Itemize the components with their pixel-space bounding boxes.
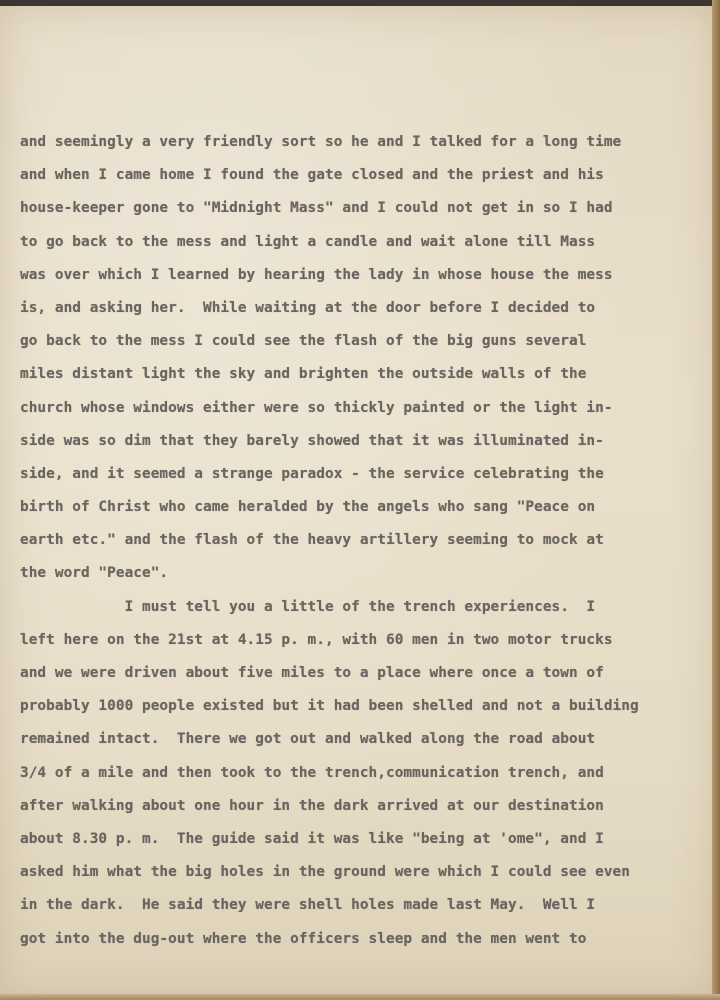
text-line: miles distant light the sky and brighten the outside walls of the	[20, 366, 587, 383]
text-line: and when I came home I found the gate closed and the priest and his	[20, 167, 604, 184]
text-line: is, and asking her. While waiting at the door before I decided to	[20, 299, 596, 316]
text-line: after walking about one hour in the dark arrived at our destination	[20, 797, 604, 814]
text-line: left here on the 21st at 4.15 p. m., with 60 men in two motor trucks	[20, 631, 613, 648]
text-line: remained intact. There we got out and walked along the road about	[20, 731, 596, 748]
text-line: and we were driven about five miles to a place where once a town of	[20, 665, 604, 681]
paper-edge-right	[712, 0, 720, 1000]
letter-body	[20, 126, 710, 956]
text-line: birth of Christ who came heralded by the angels who sang "Peace on	[20, 499, 596, 516]
text-line: got into the dug-out where the officers sleep and the men went to	[20, 930, 587, 947]
text-line: and seemingly a very friendly sort so he and I talked for a long time	[20, 134, 622, 150]
text-line: the word "Peace".	[20, 565, 169, 582]
text-line: asked him what the big holes in the ground were which I could see even	[20, 864, 630, 881]
text-line: church whose windows either were so thickly painted or the light in-	[20, 399, 613, 416]
text-line: earth etc." and the flash of the heavy artillery seeming to mock at	[20, 532, 604, 549]
text-line: go back to the mess I could see the flash of the big guns several	[20, 333, 587, 350]
paper-edge-bottom	[0, 994, 720, 1000]
text-line: side, and it seemed a strange paradox - the service celebrating the	[20, 465, 604, 482]
text-line: to go back to the mess and light a candle and wait alone till Mass	[20, 233, 596, 250]
text-line: was over which I learned by hearing the lady in whose house the mess	[20, 266, 613, 283]
typewritten-letter-page	[0, 6, 714, 1000]
paragraph-start-line: I must tell you a little of the trench experiences. I	[20, 598, 596, 615]
text-line: house-keeper gone to "Midnight Mass" and I could not get in so I had	[20, 200, 613, 217]
text-line: about 8.30 p. m. The guide said it was like "being at 'ome", and I	[20, 830, 604, 847]
text-line: side was so dim that they barely showed that it was illuminated in-	[20, 432, 604, 449]
text-line: probably 1000 people existed but it had been shelled and not a building	[20, 698, 639, 715]
text-line: in the dark. He said they were shell holes made last May. Well I	[20, 897, 596, 914]
text-line: 3/4 of a mile and then took to the trench,communication trench, and	[20, 764, 604, 781]
